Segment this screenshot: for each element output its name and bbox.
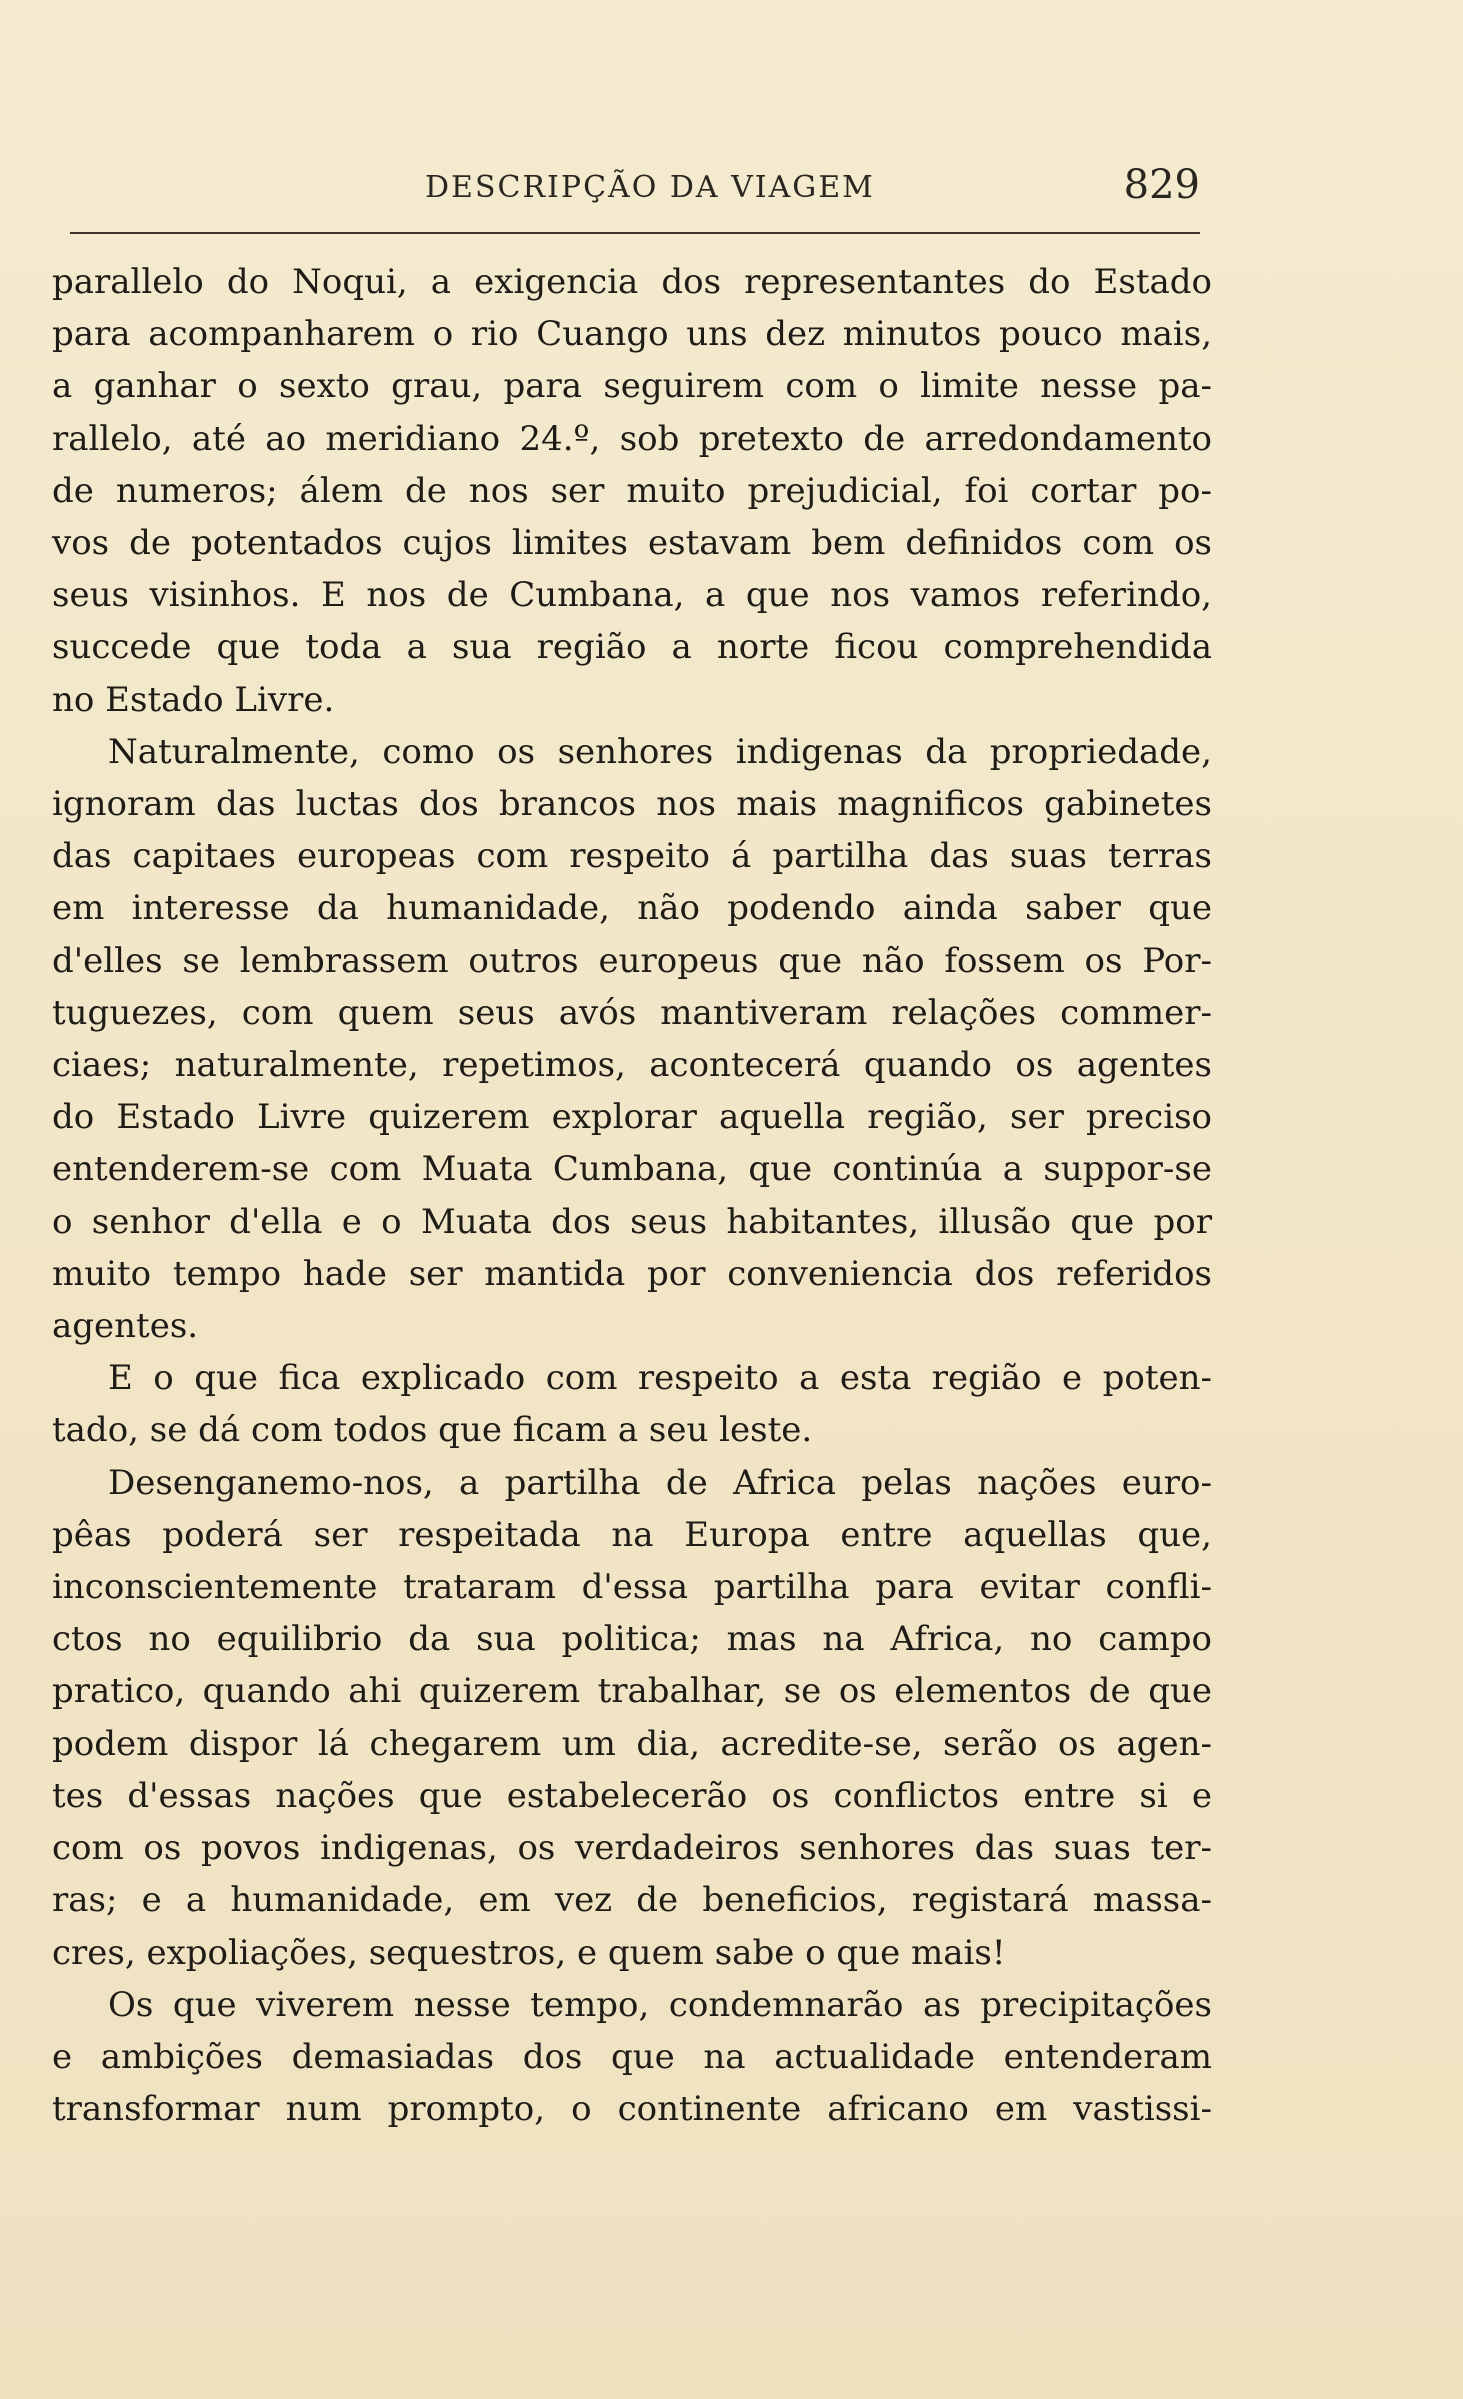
text-line: com os povos indigenas, os verdadeiros senhores das suas ter- [52,1828,1212,1869]
text-line: pratico, quando ahi quizerem trabalhar, se os elementos de que [52,1671,1212,1712]
text-line: em interesse da humanidade, não podendo ainda saber que [52,888,1212,929]
page-header [70,160,1200,220]
text-line: do Estado Livre quizerem explorar aquella região, ser preciso [52,1097,1212,1138]
text-line: das capitaes europeas com respeito á partilha das suas terras [52,836,1212,877]
text-line: rallelo, até ao meridiano 24.º, sob pretexto de arredondamento [52,418,1212,459]
text-line: ciaes; naturalmente, repetimos, acontecerá quando os agentes [52,1045,1212,1086]
text-line: ctos no equilibrio da sua politica; mas na Africa, no campo [52,1619,1212,1660]
paragraph [52,726,1212,1352]
header-rule [70,232,1200,234]
text-line: tes d'essas nações que estabelecerão os conflictos entre si e [52,1775,1212,1816]
text-line: a ganhar o sexto grau, para seguirem com o limite nesse pa- [52,366,1212,407]
text-line: pêas poderá ser respeitada na Europa entre aquellas que, [52,1514,1212,1555]
text-line: transformar num prompto, o continente africano em vastissi- [52,2089,1212,2130]
body-text [52,256,1212,2135]
text-line: ignoram das luctas dos brancos nos mais magnificos gabinetes [52,784,1212,825]
paragraph [52,1979,1212,2136]
text-line: cres, expoliações, sequestros, e quem sabe o que mais! [52,1932,1006,1973]
text-line: podem dispor lá chegarem um dia, acredite-se, serão os agen- [52,1723,1212,1764]
text-line: tado, se dá com todos que ficam a seu leste. [52,1410,813,1451]
text-line: e ambições demasiadas dos que na actualidade entenderam [52,2036,1212,2077]
text-line: d'elles se lembrassem outros europeus que não fossem os Por- [52,940,1212,981]
text-line: Desenganemo-nos, a partilha de Africa pelas nações euro- [108,1462,1212,1503]
text-line: succede que toda a sua região a norte ficou comprehendida [52,627,1212,668]
page-number: 829 [1123,162,1200,208]
text-line: muito tempo hade ser mantida por conveniencia dos referidos [52,1253,1212,1294]
paragraph [52,1352,1212,1456]
text-line: Os que viverem nesse tempo, condemnarão as precipitações [108,1984,1212,2025]
text-line: no Estado Livre. [52,679,335,720]
text-line: parallelo do Noqui, a exigencia dos representantes do Estado [52,262,1212,302]
text-line: ras; e a humanidade, em vez de beneficios, registará massa- [52,1880,1212,1921]
text-line: tuguezes, com quem seus avós mantiveram relações commer- [52,992,1212,1033]
running-title: DESCRIPÇÃO DA VIAGEM [425,170,875,205]
text-line: agentes. [52,1306,199,1347]
text-line: de numeros; álem de nos ser muito prejudicial, foi cortar po- [52,470,1212,511]
text-line: vos de potentados cujos limites estavam bem definidos com os [52,523,1212,564]
text-line: o senhor d'ella e o Muata dos seus habitantes, illusão que por [52,1201,1212,1242]
text-line: Naturalmente, como os senhores indigenas da propriedade, [108,731,1212,772]
paragraph [52,1457,1212,1979]
text-line: E o que fica explicado com respeito a esta região e poten- [108,1358,1212,1399]
text-line: para acompanharem o rio Cuango uns dez minutos pouco mais, [52,314,1212,355]
text-line: inconscientemente trataram d'essa partilha para evitar confli- [52,1567,1212,1608]
paragraph [52,256,1212,726]
text-line: seus visinhos. E nos de Cumbana, a que nos vamos referindo, [52,575,1212,616]
text-line: entenderem-se com Muata Cumbana, que continúa a suppor-se [52,1149,1212,1190]
